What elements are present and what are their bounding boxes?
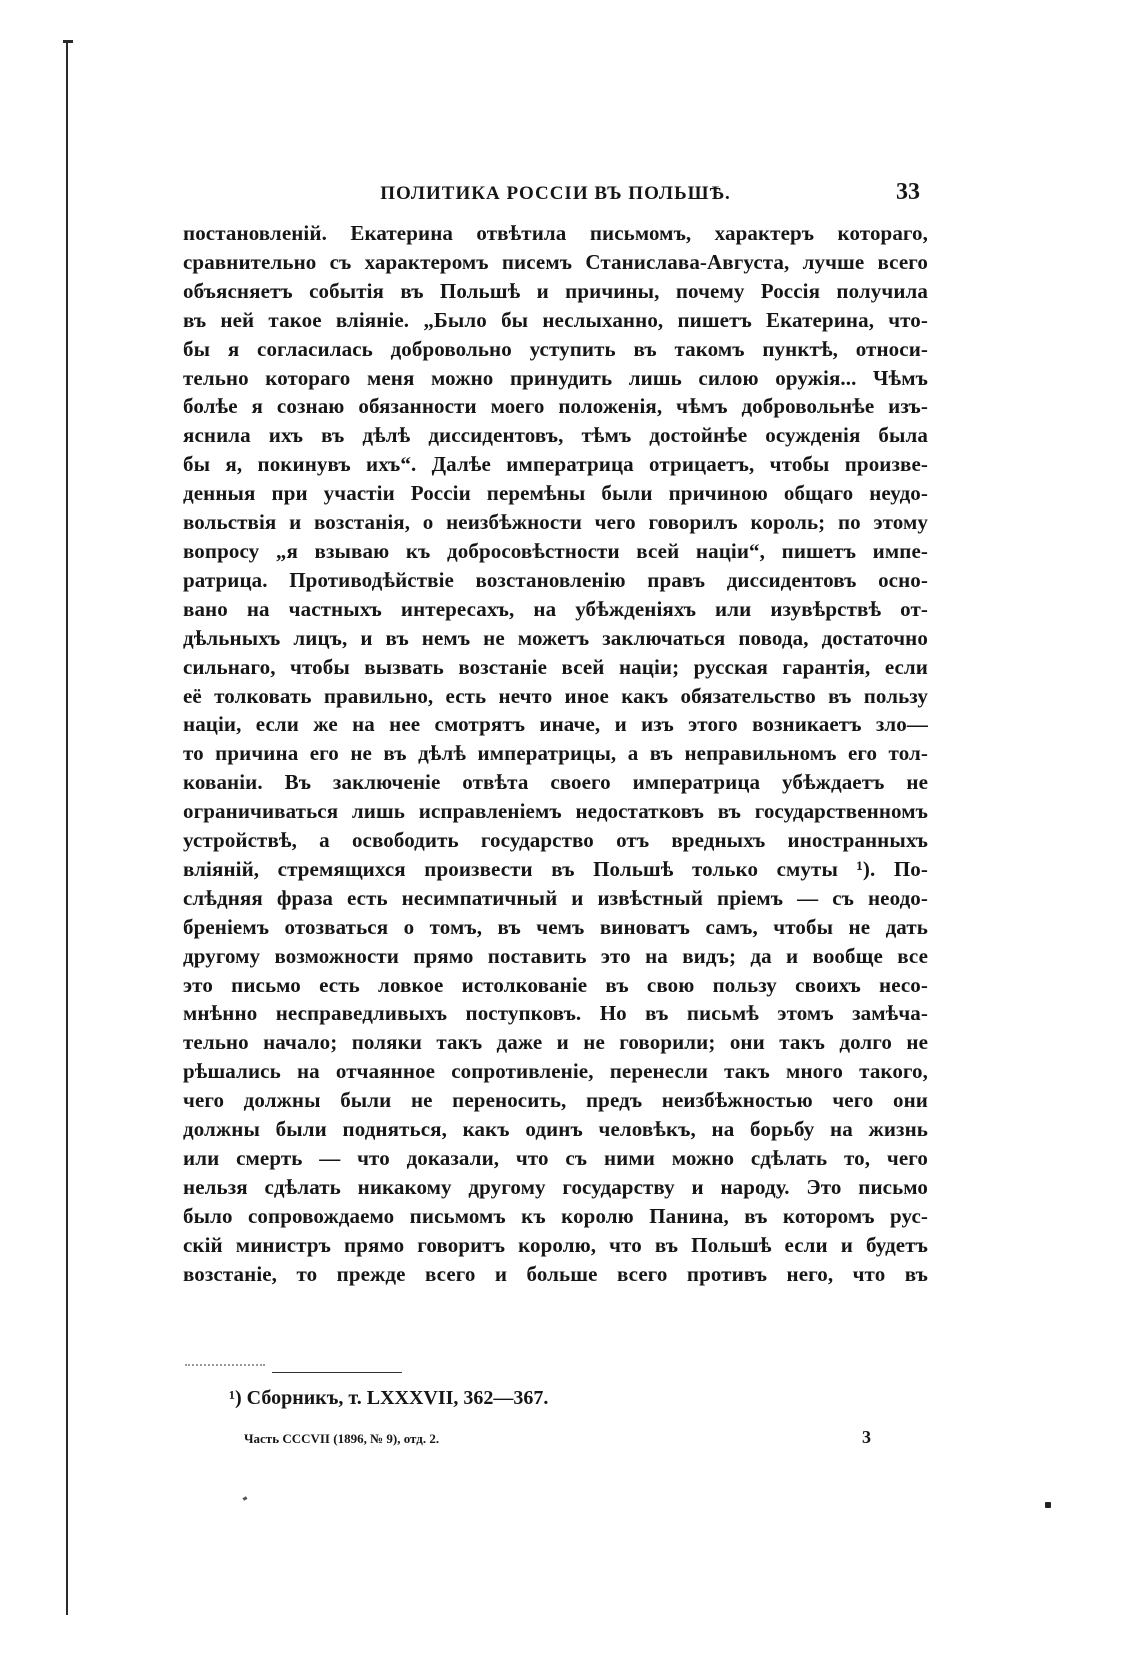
text-line: сравнительно съ характеромъ писемъ Станислава-Августа, лучше всего bbox=[183, 249, 928, 274]
text-line: кованіи. Въ заключеніе отвѣта своего императрица убѣждаетъ не bbox=[183, 770, 928, 795]
text-line: скій министръ прямо говоритъ королю, что въ Польшѣ если и будетъ bbox=[183, 1232, 928, 1257]
page-number: 33 bbox=[896, 179, 920, 205]
text-line: ратрица. Противодѣйствіе возстановленію правъ диссидентовъ осно- bbox=[183, 567, 928, 592]
text-line: болѣе я сознаю обязанности моего положенія, чѣмъ добровольнѣе изъ- bbox=[183, 394, 928, 419]
text-line: возстаніе, то прежде всего и больше всего противъ него, что въ bbox=[183, 1261, 928, 1286]
footnote-text: Сборникъ, т. LXXXVII, 362—367. bbox=[246, 1387, 549, 1409]
text-line: вано на частныхъ интересахъ, на убѣжденіяхъ или изувѣрствѣ от- bbox=[183, 596, 928, 621]
signature-number: 3 bbox=[862, 1427, 871, 1447]
text-line: мнѣнно несправедливыхъ поступковъ. Но въ письмѣ этомъ замѣча- bbox=[183, 1001, 928, 1026]
text-line: вліяній, стремящихся произвести въ Польшѣ только смуты ¹). По- bbox=[183, 856, 928, 881]
printer-signature: Часть CCCVII (1896, № 9), отд. 2. bbox=[244, 1431, 440, 1446]
text-line: тельно котораго меня можно принудить лишь силою оружія... Чѣмъ bbox=[183, 365, 928, 390]
text-line: устройствѣ, а освободить государство отъ вредныхъ иностранныхъ bbox=[183, 828, 928, 853]
text-line: вольствія и возстанія, о неизбѣжности чего говорилъ король; по этому bbox=[183, 510, 928, 535]
footnote-marker: ¹) bbox=[229, 1387, 242, 1409]
text-line: яснила ихъ въ дѣлѣ диссидентовъ, тѣмъ достойнѣе осужденія была bbox=[183, 423, 928, 448]
footnote-rule bbox=[272, 1372, 402, 1373]
footnote bbox=[229, 1387, 548, 1410]
text-line: объясняетъ событія въ Польшѣ и причины, почему Россія получила bbox=[183, 278, 928, 303]
text-line: было сопровождаемо письмомъ къ королю Панина, въ которомъ рус- bbox=[183, 1203, 928, 1228]
corner-tick bbox=[63, 40, 73, 43]
text-line: то причина его не въ дѣлѣ императрицы, а въ неправильномъ его тол- bbox=[183, 741, 928, 766]
text-line: дѣльныхъ лицъ, и въ немъ не можетъ заключаться повода, достаточно bbox=[183, 625, 928, 650]
text-line: это письмо есть ловкое истолкованіе въ свою пользу своихъ несо- bbox=[183, 972, 928, 997]
text-line: другому возможности прямо поставить это на видъ; да и вообще все bbox=[183, 943, 928, 968]
text-line: бы я согласилась добровольно уступить въ такомъ пунктѣ, относи- bbox=[183, 336, 928, 361]
text-line: денныя при участіи Россіи перемѣны были причиною общаго неудо- bbox=[183, 481, 928, 506]
text-line: сильнаго, чтобы вызвать возстаніе всей націи; русская гарантія, если bbox=[183, 654, 928, 679]
text-line: бы я, покинувъ ихъ“. Далѣе императрица отрицаетъ, чтобы произве- bbox=[183, 452, 928, 477]
scan-speck bbox=[1045, 1502, 1051, 1508]
text-line: или смерть — что доказали, что съ ними можно сдѣлать то, чего bbox=[183, 1146, 928, 1170]
text-line: рѣшались на отчаянное сопротивленіе, перенесли такъ много такого, bbox=[183, 1059, 928, 1084]
footnote-separator-dots bbox=[185, 1364, 265, 1368]
book-page bbox=[183, 179, 928, 1289]
running-head bbox=[183, 179, 928, 213]
text-line: постановленій. Екатерина отвѣтила письмомъ, характеръ котораго, bbox=[183, 221, 928, 245]
text-line: въ ней такое вліяніе. „Было бы неслыханно, пишетъ Екатерина, что- bbox=[183, 307, 928, 332]
text-line: тельно начало; поляки такъ даже и не говорили; они такъ долго не bbox=[183, 1030, 928, 1055]
text-line: слѣдняя фраза есть несимпатичный и извѣстный пріемъ — съ неодо- bbox=[183, 885, 928, 910]
running-title: ПОЛИТИКА РОССIИ ВЪ ПОЛЬШѢ. bbox=[380, 183, 731, 204]
text-line: нельзя сдѣлать никакому другому государству и народу. Это письмо bbox=[183, 1174, 928, 1199]
body-text bbox=[183, 219, 928, 1289]
text-line: бреніемъ отозваться о томъ, въ чемъ виноватъ самъ, чтобы не дать bbox=[183, 914, 928, 939]
scan-speck bbox=[243, 1496, 248, 1501]
text-line: её толковать правильно, есть нечто иное какъ обязательство въ пользу bbox=[183, 683, 928, 708]
text-line: ограничиваться лишь исправленіемъ недостатковъ въ государственномъ bbox=[183, 799, 928, 824]
text-line: чего должны были не переносить, предъ неизбѣжностью чего они bbox=[183, 1088, 928, 1113]
text-line: должны были подняться, какъ одинъ человѣкъ, на борьбу на жизнь bbox=[183, 1117, 928, 1142]
text-line: вопросу „я взываю къ добросовѣстности всей націи“, пишетъ импе- bbox=[183, 538, 928, 563]
text-line: націи, если же на нее смотрятъ иначе, и изъ этого возникаетъ зло— bbox=[183, 712, 928, 737]
margin-rule bbox=[66, 40, 68, 1615]
